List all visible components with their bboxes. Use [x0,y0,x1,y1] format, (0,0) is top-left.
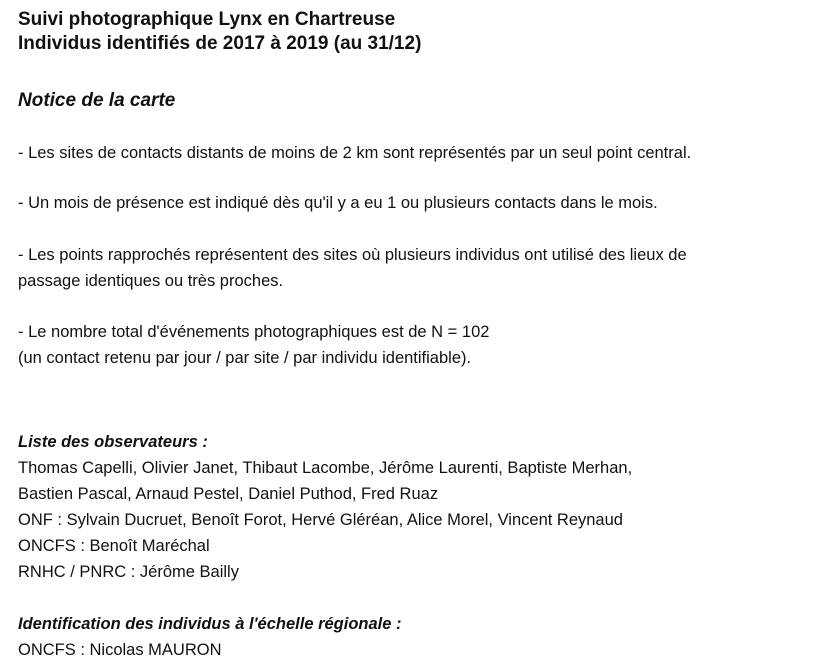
document [18,8,818,663]
notice-bullet-2: - Un mois de présence est indiqué dès qu'il y a eu 1 ou plusieurs contacts dans le mois. [18,194,658,212]
identification-heading: Identification des individus à l'échelle régionale : [18,615,402,633]
title-line-1: Suivi photographique Lynx en Chartreuse [18,9,396,30]
observers-heading: Liste des observateurs : [18,433,208,451]
observers-line-3: ONF : Sylvain Ducruet, Benoît Forot, Hervé Gléréan, Alice Morel, Vincent Reynaud [18,511,623,529]
title-line-2: Individus identifiés de 2017 à 2019 (au 31/12) [18,33,422,54]
notice-heading: Notice de la carte [18,90,176,111]
notice-bullet-3-line-2: passage identiques ou très proches. [18,272,284,290]
observers-line-2: Bastien Pascal, Arnaud Pestel, Daniel Puthod, Fred Ruaz [18,485,439,503]
notice-bullet-1: - Les sites de contacts distants de moins de 2 km sont représentés par un seul point central. [18,144,692,162]
observers-line-5: RNHC / PNRC : Jérôme Bailly [18,563,239,581]
notice-bullet-3-line-1: - Les points rapprochés représentent des sites où plusieurs individus ont utilisé des lieux de [18,246,687,264]
observers-line-1: Thomas Capelli, Olivier Janet, Thibaut Lacombe, Jérôme Laurenti, Baptiste Merhan, [18,459,633,477]
identification-line-1: ONCFS : Nicolas MAURON [18,641,222,659]
observers-line-4: ONCFS : Benoît Maréchal [18,537,210,555]
notice-bullet-4-line-2: (un contact retenu par jour / par site / par individu identifiable). [18,349,472,367]
notice-bullet-4-line-1: - Le nombre total d'événements photographiques est de N = 102 [18,323,490,341]
